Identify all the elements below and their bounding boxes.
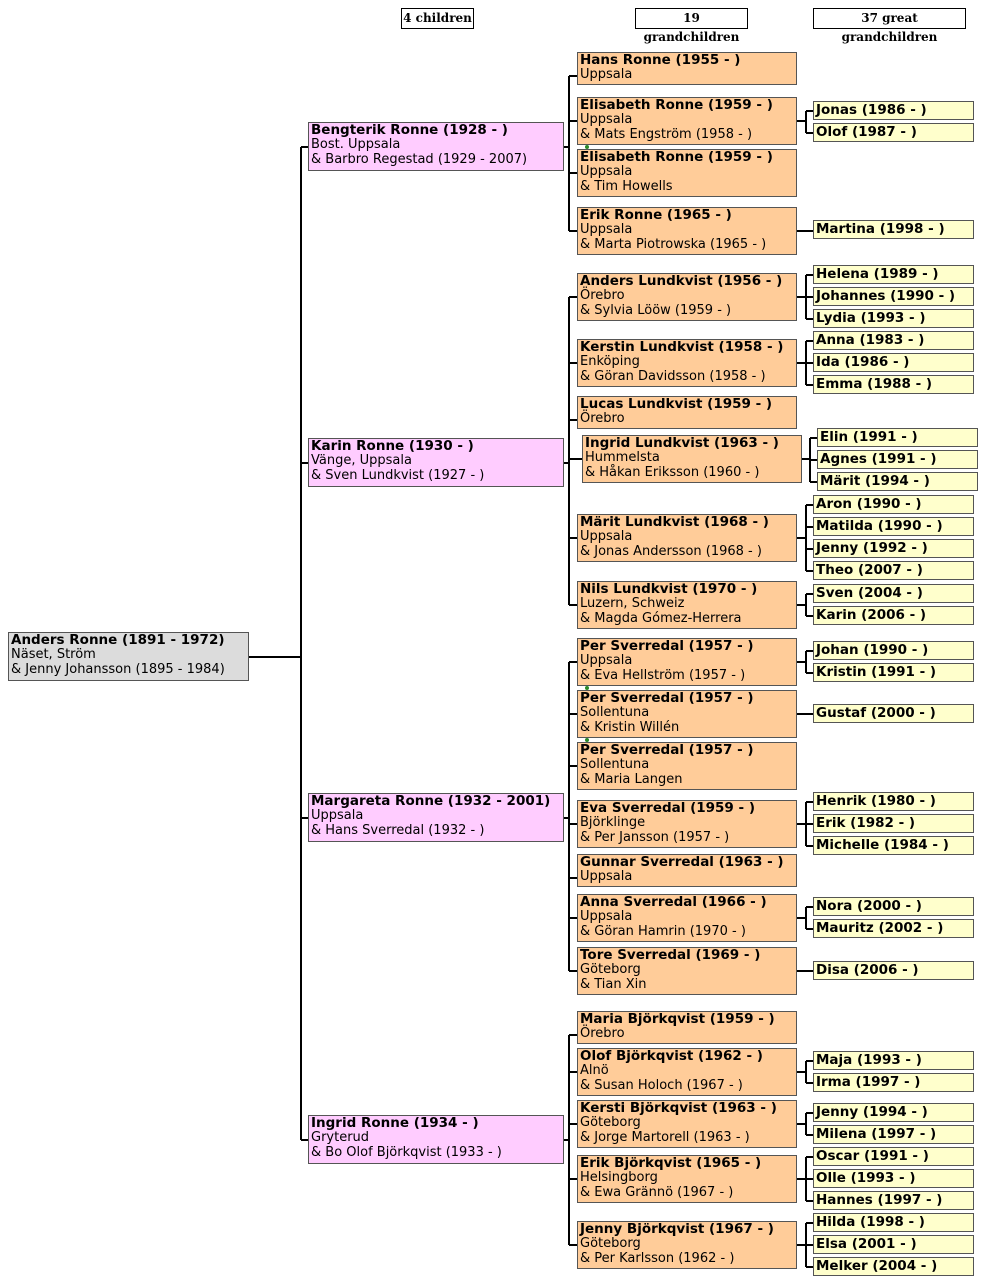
person-place: Uppsala xyxy=(580,529,633,544)
great-grandchild-3-4-3[interactable] xyxy=(813,836,974,855)
person-place: Vänge, Uppsala xyxy=(311,453,412,468)
person-name: Per Sverredal (1957 - ) xyxy=(580,742,754,758)
great-grandchild-4-4-3[interactable] xyxy=(813,1191,974,1210)
great-grandchild-2-5-3[interactable] xyxy=(813,539,974,558)
person-spouse: & Per Jansson (1957 - ) xyxy=(580,830,730,845)
person-place: Örebro xyxy=(580,288,625,303)
person-spouse: & Bo Olof Björkqvist (1933 - ) xyxy=(311,1145,502,1160)
person-name: Ingrid Lundkvist (1963 - ) xyxy=(585,435,779,451)
grandchild-3-4[interactable] xyxy=(577,800,797,848)
person-place: Örebro xyxy=(580,411,625,426)
person-place: Uppsala xyxy=(580,67,633,82)
person-place: Gryterud xyxy=(311,1130,370,1145)
person-name: Olof (1987 - ) xyxy=(816,124,917,140)
person-name: Jenny Björkqvist (1967 - ) xyxy=(580,1221,774,1237)
person-spouse: & Jorge Martorell (1963 - ) xyxy=(580,1130,750,1145)
person-place: Alnö xyxy=(580,1063,609,1078)
person-name: Milena (1997 - ) xyxy=(816,1126,937,1142)
great-grandchild-4-4-2[interactable] xyxy=(813,1169,974,1188)
person-name: Lucas Lundkvist (1959 - ) xyxy=(580,396,773,412)
person-name: Erik Ronne (1965 - ) xyxy=(580,207,732,223)
person-name: Irma (1997 - ) xyxy=(816,1074,921,1090)
great-grandchild-2-1-2[interactable] xyxy=(813,287,974,306)
person-spouse: & Kristin Willén xyxy=(580,720,680,735)
person-spouse: & Göran Davidsson (1958 - ) xyxy=(580,369,766,384)
grandchild-3-3[interactable] xyxy=(577,742,797,790)
person-name: Karin Ronne (1930 - ) xyxy=(311,438,474,454)
person-spouse: & Eva Hellström (1957 - ) xyxy=(580,668,746,683)
great-grandchild-3-6-1[interactable] xyxy=(813,897,974,916)
person-spouse: & Marta Piotrowska (1965 - ) xyxy=(580,237,767,252)
person-name: Elisabeth Ronne (1959 - ) xyxy=(580,97,773,113)
great-grandchild-2-4-3[interactable] xyxy=(817,472,978,491)
person-name: Per Sverredal (1957 - ) xyxy=(580,690,754,706)
person-place: Luzern, Schweiz xyxy=(580,596,685,611)
great-grandchild-2-4-1[interactable] xyxy=(817,428,978,447)
person-name: Ingrid Ronne (1934 - ) xyxy=(311,1115,479,1131)
person-name: Melker (2004 - ) xyxy=(816,1258,938,1274)
person-place: Uppsala xyxy=(580,112,633,127)
person-name: Elisabeth Ronne (1959 - ) xyxy=(580,149,773,165)
great-grandchild-3-1-2[interactable] xyxy=(813,663,974,682)
grandchild-3-5[interactable] xyxy=(577,854,797,887)
grandchild-2-5[interactable] xyxy=(577,514,797,562)
person-name: Erik (1982 - ) xyxy=(816,815,916,831)
person-spouse: & Magda Gómez-Herrera xyxy=(580,611,742,626)
person-name: Lydia (1993 - ) xyxy=(816,310,926,326)
great-grandchild-3-2-1[interactable] xyxy=(813,704,974,723)
person-spouse: & Susan Holoch (1967 - ) xyxy=(580,1078,743,1093)
person-place: Sollentuna xyxy=(580,705,650,720)
person-name: Johan (1990 - ) xyxy=(816,642,929,658)
great-grandchild-2-4-2[interactable] xyxy=(817,450,978,469)
person-place: Uppsala xyxy=(311,808,364,823)
great-grandchild-1-2-1[interactable] xyxy=(813,101,974,120)
great-grandchild-4-5-2[interactable] xyxy=(813,1235,974,1254)
grandchild-3-6[interactable] xyxy=(577,894,797,942)
great-grandchild-3-1-1[interactable] xyxy=(813,641,974,660)
great-grandchild-2-1-3[interactable] xyxy=(813,309,974,328)
person-place: Sollentuna xyxy=(580,757,650,772)
person-place: Helsingborg xyxy=(580,1170,658,1185)
great-grandchild-2-6-1[interactable] xyxy=(813,584,974,603)
person-name: Johannes (1990 - ) xyxy=(816,288,956,304)
great-grandchild-1-2-2[interactable] xyxy=(813,123,974,142)
person-name: Karin (2006 - ) xyxy=(816,607,927,623)
person-name: Anders Lundkvist (1956 - ) xyxy=(580,273,783,289)
person-name: Henrik (1980 - ) xyxy=(816,793,936,809)
person-name: Hans Ronne (1955 - ) xyxy=(580,52,741,68)
header-children: 4 children xyxy=(401,8,474,29)
person-name: Disa (2006 - ) xyxy=(816,962,919,978)
person-name: Agnes (1991 - ) xyxy=(820,451,937,467)
grandchild-2-1[interactable] xyxy=(577,273,797,321)
great-grandchild-2-2-1[interactable] xyxy=(813,331,974,350)
great-grandchild-3-4-1[interactable] xyxy=(813,792,974,811)
child-2[interactable] xyxy=(308,438,564,487)
great-grandchild-4-5-1[interactable] xyxy=(813,1213,974,1232)
grandchild-3-2[interactable] xyxy=(577,690,797,738)
person-name: Margareta Ronne (1932 - 2001) xyxy=(311,793,551,809)
person-name: Mauritz (2002 - ) xyxy=(816,920,944,936)
person-name: Helena (1989 - ) xyxy=(816,266,939,282)
person-spouse: & Jonas Andersson (1968 - ) xyxy=(580,544,762,559)
person-name: Anna (1983 - ) xyxy=(816,332,925,348)
grandchild-2-3[interactable] xyxy=(577,396,797,429)
person-place: Göteborg xyxy=(580,962,641,977)
person-name: Olof Björkqvist (1962 - ) xyxy=(580,1048,763,1064)
person-name: Märit Lundkvist (1968 - ) xyxy=(580,514,769,530)
header-grandchildren: 19 grandchildren xyxy=(635,8,748,29)
person-place: Göteborg xyxy=(580,1236,641,1251)
person-name: Olle (1993 - ) xyxy=(816,1170,916,1186)
person-name: Anders Ronne (1891 - 1972) xyxy=(11,632,225,648)
person-place: Hummelsta xyxy=(585,450,660,465)
person-name: Jenny (1992 - ) xyxy=(816,540,928,556)
person-spouse: & Tim Howells xyxy=(580,179,673,194)
person-name: Theo (2007 - ) xyxy=(816,562,923,578)
child-3[interactable] xyxy=(308,793,564,842)
person-name: Emma (1988 - ) xyxy=(816,376,933,392)
great-grandchild-2-1-1[interactable] xyxy=(813,265,974,284)
person-name: Jonas (1986 - ) xyxy=(816,102,927,118)
great-grandchild-2-5-1[interactable] xyxy=(813,495,974,514)
person-spouse: & Håkan Eriksson (1960 - ) xyxy=(585,465,760,480)
person-name: Erik Björkqvist (1965 - ) xyxy=(580,1155,762,1171)
person-name: Matilda (1990 - ) xyxy=(816,518,943,534)
person-name: Maria Björkqvist (1959 - ) xyxy=(580,1011,775,1027)
grandchild-4-4[interactable] xyxy=(577,1155,797,1203)
person-name: Jenny (1994 - ) xyxy=(816,1104,928,1120)
person-spouse: & Jenny Johansson (1895 - 1984) xyxy=(11,662,225,677)
grandchild-1-2[interactable] xyxy=(577,97,797,145)
person-place: Uppsala xyxy=(580,653,633,668)
person-name: Oscar (1991 - ) xyxy=(816,1148,929,1164)
person-name: Nora (2000 - ) xyxy=(816,898,922,914)
person-name: Anna Sverredal (1966 - ) xyxy=(580,894,767,910)
great-grandchild-4-4-1[interactable] xyxy=(813,1147,974,1166)
grandchild-3-1[interactable] xyxy=(577,638,797,686)
person-name: Kristin (1991 - ) xyxy=(816,664,937,680)
person-place: Uppsala xyxy=(580,222,633,237)
person-name: Nils Lundkvist (1970 - ) xyxy=(580,581,758,597)
great-grandchild-4-5-3[interactable] xyxy=(813,1257,974,1276)
person-place: Näset, Ström xyxy=(11,647,96,662)
grandchild-1-3[interactable] xyxy=(577,149,797,197)
great-grandchild-2-5-2[interactable] xyxy=(813,517,974,536)
grandchild-4-2[interactable] xyxy=(577,1048,797,1096)
person-spouse: & Göran Hamrin (1970 - ) xyxy=(580,924,746,939)
person-name: Hannes (1997 - ) xyxy=(816,1192,943,1208)
person-spouse: & Ewa Grännö (1967 - ) xyxy=(580,1185,734,1200)
grandchild-2-4[interactable] xyxy=(582,435,802,483)
grandchild-4-3[interactable] xyxy=(577,1100,797,1148)
grandchild-3-7[interactable] xyxy=(577,947,797,995)
person-spouse: & Barbro Regestad (1929 - 2007) xyxy=(311,152,528,167)
person-place: Göteborg xyxy=(580,1115,641,1130)
person-name: Hilda (1998 - ) xyxy=(816,1214,925,1230)
person-name: Bengterik Ronne (1928 - ) xyxy=(311,122,508,138)
great-grandchild-4-2-2[interactable] xyxy=(813,1073,974,1092)
person-name: Kersti Björkqvist (1963 - ) xyxy=(580,1100,777,1116)
person-name: Maja (1993 - ) xyxy=(816,1052,922,1068)
person-name: Eva Sverredal (1959 - ) xyxy=(580,800,755,816)
child-4[interactable] xyxy=(308,1115,564,1164)
person-name: Michelle (1984 - ) xyxy=(816,837,949,853)
person-place: Örebro xyxy=(580,1026,625,1041)
great-grandchild-4-3-2[interactable] xyxy=(813,1125,974,1144)
person-name: Martina (1998 - ) xyxy=(816,221,945,237)
person-place: Uppsala xyxy=(580,164,633,179)
great-grandchild-3-6-2[interactable] xyxy=(813,919,974,938)
great-grandchild-1-4-1[interactable] xyxy=(813,220,974,239)
great-grandchild-2-2-2[interactable] xyxy=(813,353,974,372)
header-great-grandchildren: 37 great grandchildren xyxy=(813,8,966,29)
person-spouse: & Per Karlsson (1962 - ) xyxy=(580,1251,735,1266)
person-name: Gunnar Sverredal (1963 - ) xyxy=(580,854,784,870)
person-place: Bost. Uppsala xyxy=(311,137,401,152)
grandchild-1-1[interactable] xyxy=(577,52,797,85)
grandchild-2-6[interactable] xyxy=(577,581,797,629)
person-name: Märit (1994 - ) xyxy=(820,473,930,489)
great-grandchild-2-6-2[interactable] xyxy=(813,606,974,625)
person-name: Gustaf (2000 - ) xyxy=(816,705,936,721)
person-place: Uppsala xyxy=(580,869,633,884)
person-name: Ida (1986 - ) xyxy=(816,354,910,370)
great-grandchild-3-4-2[interactable] xyxy=(813,814,974,833)
person-name: Sven (2004 - ) xyxy=(816,585,923,601)
great-grandchild-2-2-3[interactable] xyxy=(813,375,974,394)
person-spouse: & Hans Sverredal (1932 - ) xyxy=(311,823,485,838)
person-name: Per Sverredal (1957 - ) xyxy=(580,638,754,654)
child-1[interactable] xyxy=(308,122,564,171)
person-spouse: & Maria Langen xyxy=(580,772,683,787)
grandchild-1-4[interactable] xyxy=(577,207,797,255)
person-name: Kerstin Lundkvist (1958 - ) xyxy=(580,339,784,355)
root-person-anders-ronne[interactable] xyxy=(8,632,249,681)
great-grandchild-4-3-1[interactable] xyxy=(813,1103,974,1122)
grandchild-4-5[interactable] xyxy=(577,1221,797,1269)
great-grandchild-2-5-4[interactable] xyxy=(813,561,974,580)
grandchild-2-2[interactable] xyxy=(577,339,797,387)
person-spouse: & Sven Lundkvist (1927 - ) xyxy=(311,468,485,483)
person-name: Tore Sverredal (1969 - ) xyxy=(580,947,761,963)
great-grandchild-3-7-1[interactable] xyxy=(813,961,974,980)
grandchild-4-1[interactable] xyxy=(577,1011,797,1044)
person-place: Björklinge xyxy=(580,815,646,830)
person-name: Elin (1991 - ) xyxy=(820,429,918,445)
person-spouse: & Tian Xin xyxy=(580,977,647,992)
person-spouse: & Mats Engström (1958 - ) xyxy=(580,127,753,142)
person-place: Uppsala xyxy=(580,909,633,924)
person-place: Enköping xyxy=(580,354,640,369)
person-name: Elsa (2001 - ) xyxy=(816,1236,917,1252)
person-spouse: & Sylvia Lööw (1959 - ) xyxy=(580,303,732,318)
person-name: Aron (1990 - ) xyxy=(816,496,922,512)
great-grandchild-4-2-1[interactable] xyxy=(813,1051,974,1070)
